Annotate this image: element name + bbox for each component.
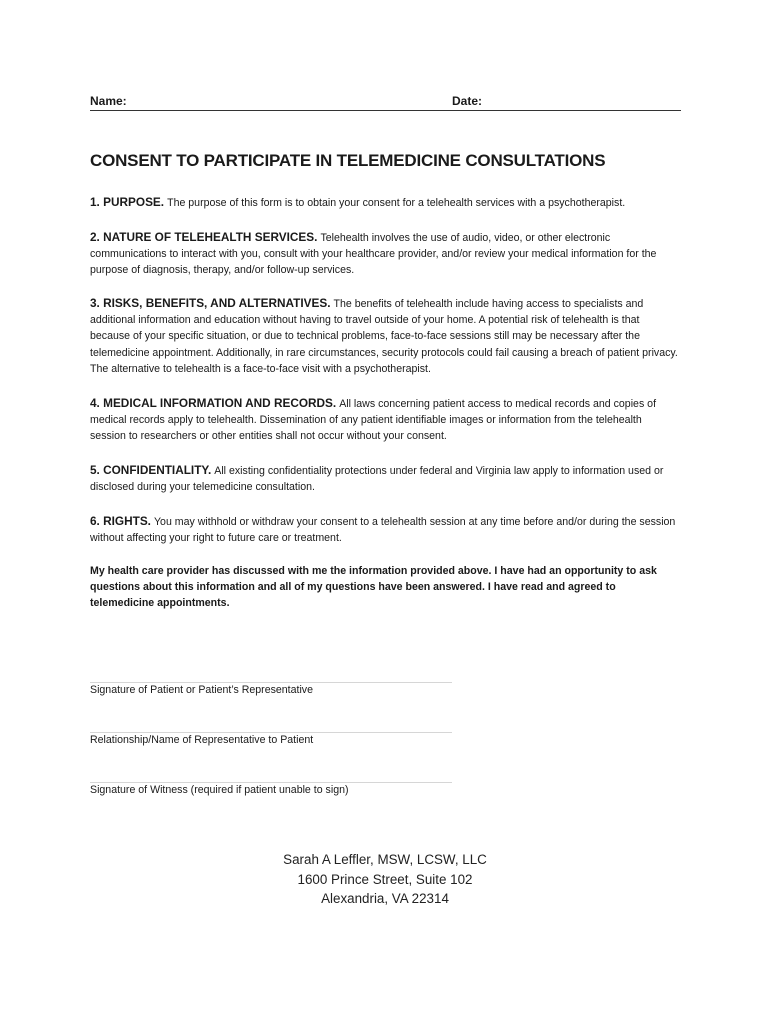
section-heading: 4. MEDICAL INFORMATION AND RECORDS. xyxy=(90,396,337,410)
section-heading: 6. RIGHTS. xyxy=(90,514,151,528)
section-risks-benefits xyxy=(90,295,680,377)
section-body: The purpose of this form is to obtain your consent for a telehealth services with a psychotherapist. xyxy=(167,197,626,209)
section-heading: 2. NATURE OF TELEHEALTH SERVICES. xyxy=(90,230,318,244)
patient-signature-line[interactable] xyxy=(90,682,452,683)
section-body: You may withhold or withdraw your consent to a telehealth session at any time before and/or during the session without affecting your right to future care or treatment. xyxy=(90,516,676,545)
header-rule xyxy=(90,110,681,111)
section-nature-of-services xyxy=(90,229,680,279)
section-body: All existing confidentiality protections under federal and Virginia law apply to information used or disclosed during your telemedicine consultation. xyxy=(90,465,664,494)
section-purpose xyxy=(90,194,680,211)
witness-signature-label: Signature of Witness (required if patient unable to sign) xyxy=(90,784,349,796)
patient-signature-label: Signature of Patient or Patient’s Representative xyxy=(90,684,313,696)
relationship-signature-label: Relationship/Name of Representative to Patient xyxy=(90,734,314,746)
address-line-2: Alexandria, VA 22314 xyxy=(321,891,449,906)
section-rights xyxy=(90,513,680,546)
section-medical-records xyxy=(90,395,680,445)
name-label: Name: xyxy=(90,94,127,108)
consent-statement: My health care provider has discussed with me the information provided above. I have had an opportunity to ask questions about this information and all of my questions have been answered. I have read and agreed to telemedicine appointments. xyxy=(90,565,657,609)
document-title: CONSENT TO PARTICIPATE IN TELEMEDICINE CONSULTATIONS xyxy=(90,151,606,170)
section-heading: 1. PURPOSE. xyxy=(90,195,165,209)
section-body: Telehealth involves the use of audio, video, or other electronic communications to interact with you, consult with your healthcare provider, and/or review your medical information for the purpose of diagnosis, therapy, and/or follow-up services. xyxy=(90,232,657,277)
practice-name: Sarah A Leffler, MSW, LCSW, LLC xyxy=(283,852,487,867)
section-heading: 3. RISKS, BENEFITS, AND ALTERNATIVES. xyxy=(90,296,331,310)
address-line-1: 1600 Prince Street, Suite 102 xyxy=(297,871,473,887)
relationship-signature-line[interactable] xyxy=(90,732,452,733)
practice-address-block xyxy=(200,850,570,909)
section-body: The benefits of telehealth include having access to specialists and additional information and education without having to travel outside of your home. A potential risk of telehealth is that because of your specific situation, or due to technical problems, face-to-face sessions still may be necessary after the telemedicine appointment. Additionally, in rare circumstances, security protocols could fail causing a breach of patient privacy. The alternative to telehealth is a face-to-face visit with a psychotherapist. xyxy=(90,298,678,375)
section-body: All laws concerning patient access to medical records and copies of medical records apply to telehealth. Dissemination of any patient identifiable images or information from the telehealth session to researchers or other entities shall not occur without your consent. xyxy=(90,398,657,443)
section-heading: 5. CONFIDENTIALITY. xyxy=(90,463,212,477)
header-row xyxy=(90,92,681,110)
date-label: Date: xyxy=(452,94,483,108)
witness-signature-line[interactable] xyxy=(90,782,452,783)
section-confidentiality xyxy=(90,462,680,495)
